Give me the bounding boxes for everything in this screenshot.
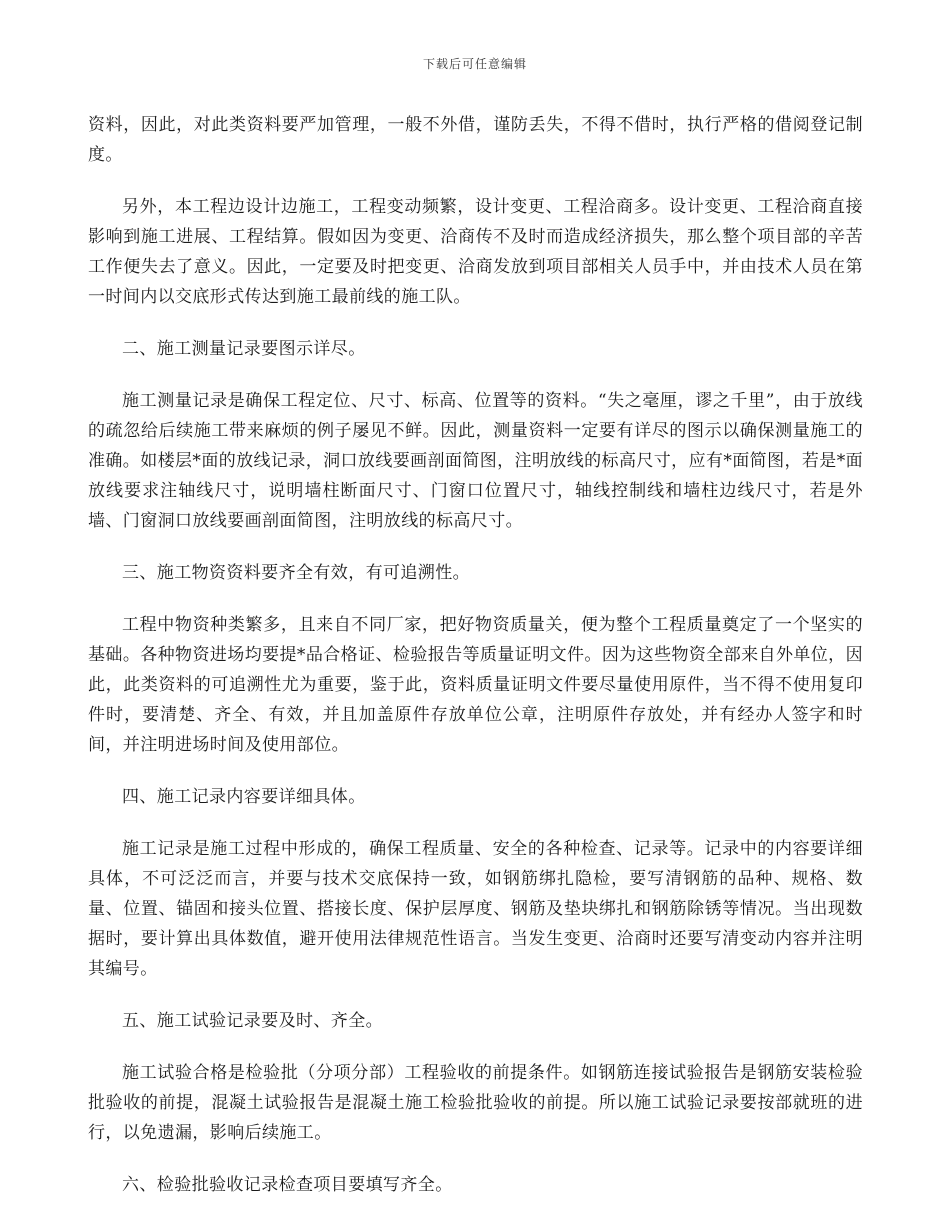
paragraph-archive-management: 资料，因此，对此类资料要严加管理，一般不外借，谨防丢失，不得不借时，执行严格的借阅登记制度。: [88, 115, 863, 165]
paragraph-construction-records: 施工记录是施工过程中形成的，确保工程质量、安全的各种检查、记录等。记录中的内容要详细具体，不可泛泛而言，并要与技术交底保持一致，如钢筋绑扎隐检，要写清钢筋的品种、规格、数量、位置、锚固和接头位置、搭接长度、保护层厚度、钢筋及垫块绑扎和钢筋除锈等情况。当出现数据时，要计算出具体数值，避开使用法律规范性语言。当发生变更、洽商时还要写清变动内容并注明其编号。: [88, 839, 863, 979]
paragraph-design-changes: 另外，本工程边设计边施工，工程变动频繁，设计变更、工程洽商多。设计变更、工程洽商直接影响到施工进展、工程结算。假如因为变更、洽商传不及时而造成经济损失，那么整个项目部的辛苦工作便失去了意义。因此，一定要及时把变更、洽商发放到项目部相关人员手中，并由技术人员在第一时间内以交底形式传达到施工最前线的施工队。: [88, 197, 863, 307]
document-body: [88, 110, 863, 1222]
section-heading-6: 六、检验批验收记录检查项目要填写齐全。: [122, 1175, 453, 1195]
page-header: 下载后可任意编辑: [422, 57, 527, 71]
section-heading-3: 三、施工物资资料要齐全有效，有可追溯性。: [122, 563, 470, 583]
paragraph-material-records: 工程中物资种类繁多，且来自不同厂家，把好物资质量关，便为整个工程质量奠定了一个坚实的基础。各种物资进场均要提*品合格证、检验报告等质量证明文件。因为这些物资全部来自外单位，因此，此类资料的可追溯性尤为重要，鉴于此，资料质量证明文件要尽量使用原件，当不得不使用复印件时，要清楚、齐全、有效，并且加盖原件存放单位公章，注明原件存放处，并有经办人签字和时间，并注明进场时间及使用部位。: [88, 615, 863, 755]
section-heading-4: 四、施工记录内容要详细具体。: [122, 787, 366, 807]
paragraph-test-records: 施工试验合格是检验批（分项分部）工程验收的前提条件。如钢筋连接试验报告是钢筋安装检验批验收的前提，混凝土试验报告是混凝土施工检验批验收的前提。所以施工试验记录要按部就班的进行，以免遗漏，影响后续施工。: [88, 1063, 863, 1143]
paragraph-survey-records: 施工测量记录是确保工程定位、尺寸、标高、位置等的资料。“失之毫厘，谬之千里”，由于放线的疏忽给后续施工带来麻烦的例子屡见不鲜。因此，测量资料一定要有详尽的图示以确保测量施工的准确。如楼层*面的放线记录，洞口放线要画剖面简图，注明放线的标高尺寸，应有*面简图，若是*面放线要求注轴线尺寸，说明墙柱断面尺寸、门窗口位置尺寸，轴线控制线和墙柱边线尺寸，若是外墙、门窗洞口放线要画剖面简图，注明放线的标高尺寸。: [88, 391, 863, 531]
section-heading-5: 五、施工试验记录要及时、齐全。: [122, 1011, 383, 1031]
section-heading-2: 二、施工测量记录要图示详尽。: [122, 339, 366, 359]
